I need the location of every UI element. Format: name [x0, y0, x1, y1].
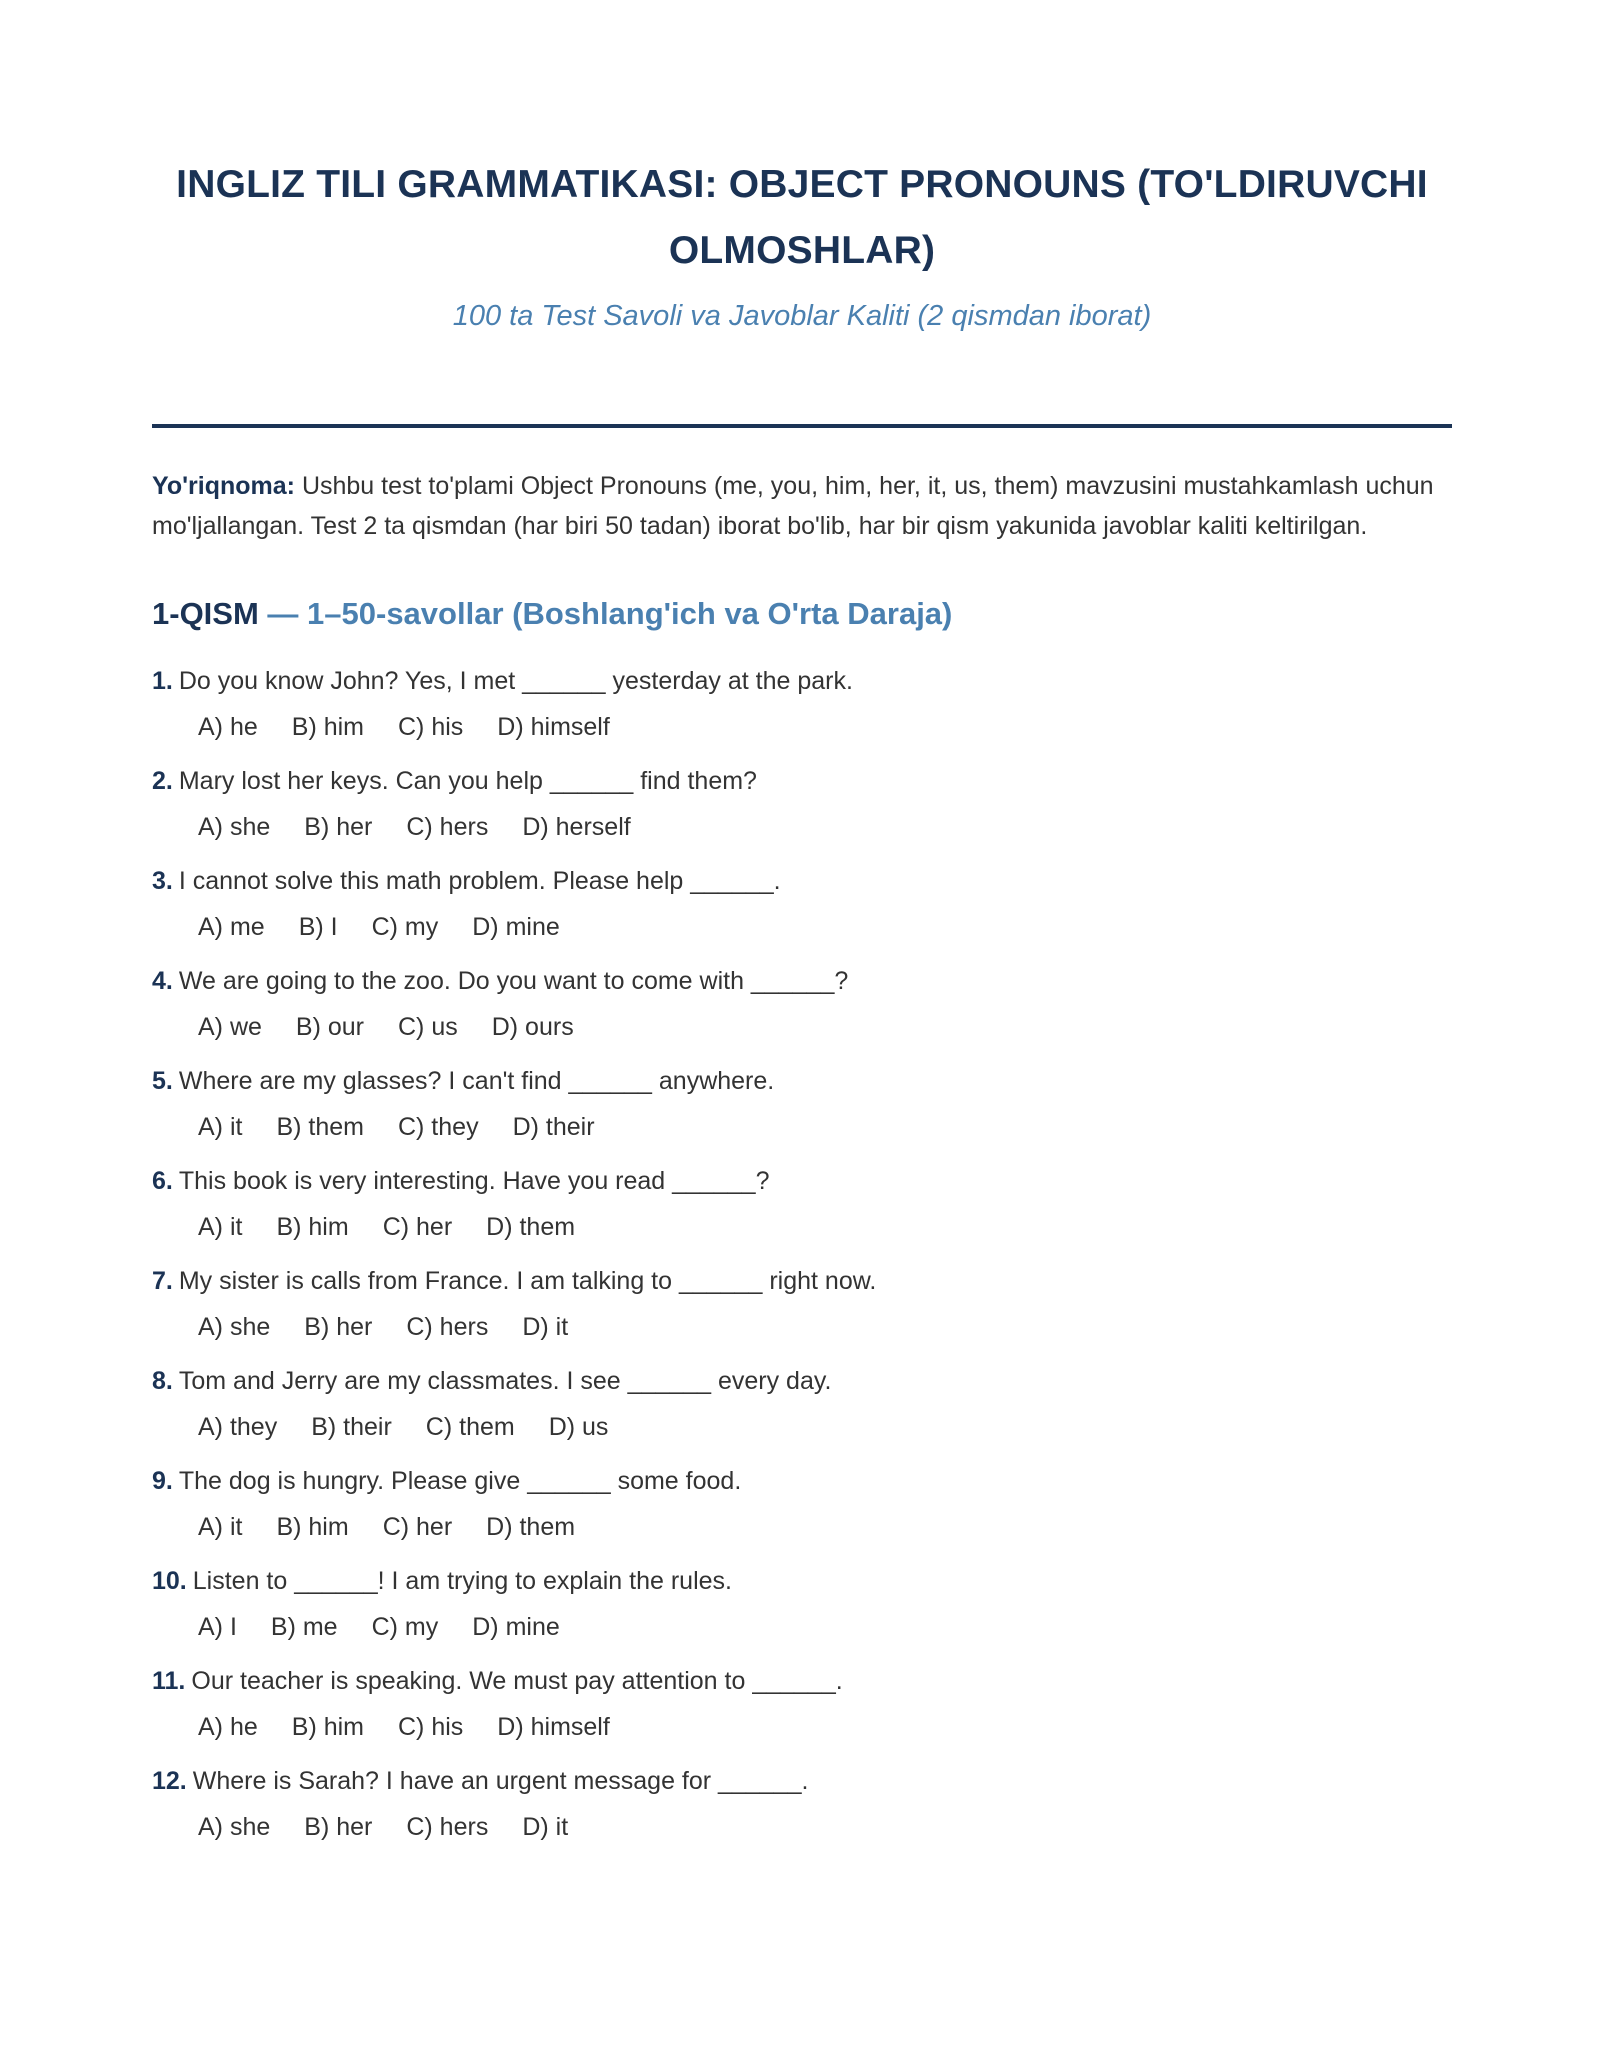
question-item	[152, 1265, 1452, 1344]
question-text: This book is very interesting. Have you read ______?	[178, 1167, 770, 1195]
answer-option: D) their	[512, 1113, 595, 1141]
question-number: 7.	[152, 1267, 173, 1295]
question-text: Where is Sarah? I have an urgent message for ______.	[192, 1767, 809, 1795]
answer-option: B) her	[304, 1813, 373, 1841]
question-line	[152, 1165, 1452, 1198]
answer-option: A) he	[198, 713, 258, 741]
question-text: The dog is hungry. Please give ______ some food.	[178, 1467, 742, 1495]
answer-option: D) himself	[497, 1713, 610, 1741]
question-line	[152, 1665, 1452, 1698]
answer-option: C) his	[398, 713, 464, 741]
answer-options	[152, 1311, 1452, 1344]
title-divider	[152, 424, 1452, 428]
question-item	[152, 1365, 1452, 1444]
question-line	[152, 765, 1452, 798]
question-number: 5.	[152, 1067, 173, 1095]
question-text: Do you know John? Yes, I met ______ yesterday at the park.	[178, 667, 853, 695]
answer-options	[152, 1511, 1452, 1544]
answer-options	[152, 1811, 1452, 1844]
question-item	[152, 965, 1452, 1044]
question-number: 4.	[152, 967, 173, 995]
answer-option: C) hers	[406, 1313, 489, 1341]
question-line	[152, 665, 1452, 698]
section-part-label: 1-QISM	[152, 596, 259, 631]
answer-option: B) him	[276, 1513, 349, 1541]
answer-options	[152, 1211, 1452, 1244]
answer-option: A) we	[198, 1013, 262, 1041]
document-page	[152, 0, 1452, 1865]
question-number: 11.	[152, 1667, 186, 1695]
answer-option: C) her	[382, 1213, 453, 1241]
answer-option: B) her	[304, 1313, 373, 1341]
question-line	[152, 1765, 1452, 1798]
question-item	[152, 1565, 1452, 1644]
question-line	[152, 1065, 1452, 1098]
question-list	[152, 665, 1452, 1844]
question-item	[152, 865, 1452, 944]
question-line	[152, 1365, 1452, 1398]
answer-option: D) us	[548, 1413, 609, 1441]
question-line	[152, 865, 1452, 898]
answer-option: A) it	[198, 1213, 243, 1241]
answer-option: C) us	[398, 1013, 458, 1041]
question-line	[152, 1465, 1452, 1498]
answer-option: A) it	[198, 1113, 243, 1141]
question-item	[152, 665, 1452, 744]
answer-option: B) him	[276, 1213, 349, 1241]
answer-option: B) him	[291, 713, 364, 741]
document-title: INGLIZ TILI GRAMMATIKASI: OBJECT PRONOUNS (TO'LDIRUVCHI OLMOSHLAR)	[176, 163, 1428, 272]
answer-option: B) me	[270, 1613, 338, 1641]
answer-option: A) I	[198, 1613, 237, 1641]
answer-options	[152, 1411, 1452, 1444]
instructions-text: Ushbu test to'plami Object Pronouns (me, you, him, her, it, us, them) mavzusini mustahkamlash uchun mo'ljallangan. Test 2 ta qismdan (har biri 50 tadan) iborat bo'lib, har bir qism yakunida javoblar kaliti keltirilgan.	[152, 472, 1434, 540]
answer-option: D) mine	[472, 913, 560, 941]
answer-option: D) it	[522, 1313, 569, 1341]
answer-option: D) ours	[491, 1013, 574, 1041]
answer-option: C) my	[371, 913, 439, 941]
section-heading	[152, 594, 1452, 634]
document-subtitle: 100 ta Test Savoli va Javoblar Kaliti (2 qismdan iborat)	[452, 300, 1152, 332]
answer-option: C) them	[425, 1413, 515, 1441]
question-text: Mary lost her keys. Can you help ______ find them?	[178, 767, 757, 795]
answer-option: C) hers	[406, 813, 489, 841]
answer-option: B) him	[291, 1713, 364, 1741]
answer-options	[152, 811, 1452, 844]
question-number: 8.	[152, 1367, 173, 1395]
answer-option: C) they	[397, 1113, 479, 1141]
answer-option: A) they	[198, 1413, 278, 1441]
answer-option: A) she	[198, 1813, 271, 1841]
answer-option: D) mine	[472, 1613, 560, 1641]
answer-options	[152, 711, 1452, 744]
answer-option: B) them	[276, 1113, 364, 1141]
question-text: Listen to ______! I am trying to explain the rules.	[192, 1567, 732, 1595]
question-text: I cannot solve this math problem. Please help ______.	[178, 867, 781, 895]
answer-options	[152, 1711, 1452, 1744]
question-number: 10.	[152, 1567, 187, 1595]
answer-option: C) hers	[406, 1813, 489, 1841]
question-line	[152, 1565, 1452, 1598]
question-number: 6.	[152, 1167, 173, 1195]
answer-option: A) he	[198, 1713, 258, 1741]
answer-option: D) them	[486, 1213, 576, 1241]
question-text: Where are my glasses? I can't find ______ anywhere.	[178, 1067, 775, 1095]
question-item	[152, 1165, 1452, 1244]
question-item	[152, 1465, 1452, 1544]
question-item	[152, 1665, 1452, 1744]
question-number: 9.	[152, 1467, 173, 1495]
instructions-label: Yo'riqnoma:	[152, 472, 295, 500]
question-item	[152, 1765, 1452, 1844]
answer-option: A) it	[198, 1513, 243, 1541]
question-text: We are going to the zoo. Do you want to come with ______?	[178, 967, 849, 995]
question-text: Tom and Jerry are my classmates. I see ______ every day.	[178, 1367, 832, 1395]
answer-option: A) me	[198, 913, 265, 941]
answer-options	[152, 1111, 1452, 1144]
answer-option: A) she	[198, 813, 271, 841]
question-line	[152, 965, 1452, 998]
question-number: 2.	[152, 767, 173, 795]
answer-option: A) she	[198, 1313, 271, 1341]
question-text: Our teacher is speaking. We must pay attention to ______.	[191, 1667, 843, 1695]
answer-options	[152, 1611, 1452, 1644]
question-number: 1.	[152, 667, 173, 695]
answer-option: C) my	[371, 1613, 439, 1641]
question-line	[152, 1265, 1452, 1298]
answer-option: D) herself	[522, 813, 631, 841]
answer-option: B) their	[311, 1413, 392, 1441]
question-number: 3.	[152, 867, 173, 895]
answer-option: C) his	[398, 1713, 464, 1741]
answer-option: D) himself	[497, 713, 610, 741]
answer-option: B) our	[295, 1013, 364, 1041]
question-item	[152, 1065, 1452, 1144]
answer-option: C) her	[382, 1513, 453, 1541]
answer-option: B) I	[298, 913, 338, 941]
instructions-paragraph	[152, 466, 1452, 546]
answer-options	[152, 1011, 1452, 1044]
answer-option: D) them	[486, 1513, 576, 1541]
answer-options	[152, 911, 1452, 944]
answer-option: B) her	[304, 813, 373, 841]
question-text: My sister is calls from France. I am talking to ______ right now.	[178, 1267, 877, 1295]
answer-option: D) it	[522, 1813, 569, 1841]
question-number: 12.	[152, 1767, 187, 1795]
question-item	[152, 765, 1452, 844]
section-range-label: — 1–50-savollar (Boshlang'ich va O'rta Daraja)	[267, 596, 953, 631]
